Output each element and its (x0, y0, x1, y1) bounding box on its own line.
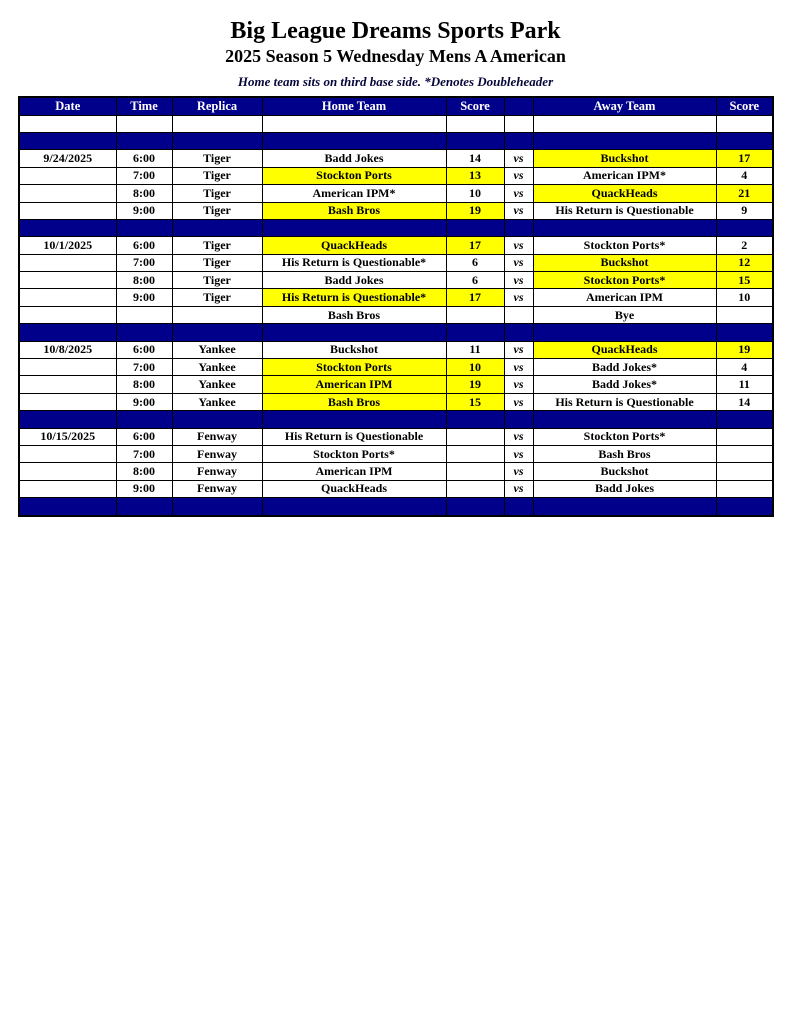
time-cell: 8:00 (116, 272, 172, 289)
date-cell (19, 185, 116, 202)
away-score-cell (716, 306, 773, 323)
separator-row (19, 411, 773, 428)
home-team-cell: Stockton Ports* (262, 446, 446, 463)
vs-cell: vs (504, 480, 533, 497)
away-team-cell: His Return is Questionable (533, 393, 716, 410)
time-cell: 7:00 (116, 254, 172, 271)
separator-row-cell (262, 219, 446, 236)
spacer-row-cell (262, 115, 446, 132)
header-row (19, 97, 773, 115)
vs-cell: vs (504, 428, 533, 445)
vs-cell: vs (504, 359, 533, 376)
separator-row-cell (116, 411, 172, 428)
date-cell (19, 446, 116, 463)
home-score-cell (446, 446, 504, 463)
separator-row-cell (504, 411, 533, 428)
separator-row-cell (716, 498, 773, 516)
away-score-cell (716, 428, 773, 445)
replica-cell: Yankee (172, 376, 262, 393)
separator-row-cell (533, 411, 716, 428)
game-row (19, 359, 773, 376)
game-row (19, 393, 773, 410)
separator-row-cell (533, 498, 716, 516)
home-team-cell: Stockton Ports (262, 359, 446, 376)
home-score-cell: 15 (446, 393, 504, 410)
separator-row-cell (716, 132, 773, 149)
page-subtitle: 2025 Season 5 Wednesday Mens A American (225, 46, 566, 67)
away-team-cell: Buckshot (533, 254, 716, 271)
home-score-cell: 10 (446, 359, 504, 376)
game-row (19, 480, 773, 497)
away-team-cell: QuackHeads (533, 341, 716, 358)
separator-row-cell (504, 219, 533, 236)
separator-row-cell (19, 132, 116, 149)
date-cell (19, 306, 116, 323)
home-team-cell: QuackHeads (262, 480, 446, 497)
spacer-row-cell (716, 115, 773, 132)
time-cell: 6:00 (116, 428, 172, 445)
away-score-cell (716, 446, 773, 463)
home-score-cell: 11 (446, 341, 504, 358)
replica-cell: Fenway (172, 446, 262, 463)
replica-cell: Tiger (172, 150, 262, 167)
game-row (19, 150, 773, 167)
time-cell: 6:00 (116, 237, 172, 254)
away-score-cell: 2 (716, 237, 773, 254)
time-cell: 9:00 (116, 202, 172, 219)
away-score-cell: 19 (716, 341, 773, 358)
away-team-cell: Bash Bros (533, 446, 716, 463)
away-team-cell: His Return is Questionable (533, 202, 716, 219)
separator-row-cell (116, 498, 172, 516)
away-team-cell: Badd Jokes* (533, 359, 716, 376)
replica-cell: Tiger (172, 202, 262, 219)
separator-row-cell (172, 498, 262, 516)
column-header-score-7: Score (716, 97, 773, 115)
home-score-cell (446, 428, 504, 445)
vs-cell: vs (504, 150, 533, 167)
schedule-table (18, 96, 774, 516)
separator-row-cell (446, 498, 504, 516)
time-cell: 6:00 (116, 341, 172, 358)
game-row (19, 463, 773, 480)
time-cell: 7:00 (116, 446, 172, 463)
separator-row-cell (716, 219, 773, 236)
separator-row-cell (19, 498, 116, 516)
away-team-cell: Bye (533, 306, 716, 323)
home-team-cell: American IPM* (262, 185, 446, 202)
game-row (19, 341, 773, 358)
spacer-row (19, 115, 773, 132)
separator-row-cell (262, 498, 446, 516)
time-cell: 8:00 (116, 185, 172, 202)
home-team-cell: Bash Bros (262, 393, 446, 410)
vs-cell: vs (504, 393, 533, 410)
game-row (19, 185, 773, 202)
home-team-cell: Bash Bros (262, 202, 446, 219)
date-cell (19, 272, 116, 289)
away-score-cell: 12 (716, 254, 773, 271)
separator-row-cell (116, 132, 172, 149)
vs-cell: vs (504, 376, 533, 393)
date-cell: 10/1/2025 (19, 237, 116, 254)
replica-cell: Tiger (172, 237, 262, 254)
away-score-cell: 11 (716, 376, 773, 393)
separator-row-cell (116, 219, 172, 236)
schedule-table-body (19, 97, 773, 515)
column-header-score-4: Score (446, 97, 504, 115)
time-cell: 8:00 (116, 463, 172, 480)
game-row (19, 306, 773, 323)
away-score-cell (716, 480, 773, 497)
spacer-row-cell (446, 115, 504, 132)
home-team-cell: His Return is Questionable* (262, 254, 446, 271)
column-header-date-0: Date (19, 97, 116, 115)
time-cell: 9:00 (116, 289, 172, 306)
home-team-cell: American IPM (262, 463, 446, 480)
away-team-cell: QuackHeads (533, 185, 716, 202)
home-score-cell: 14 (446, 150, 504, 167)
away-team-cell: Badd Jokes (533, 480, 716, 497)
replica-cell: Tiger (172, 167, 262, 184)
separator-row-cell (533, 132, 716, 149)
replica-cell: Yankee (172, 359, 262, 376)
away-team-cell: Buckshot (533, 463, 716, 480)
away-score-cell (716, 463, 773, 480)
date-cell (19, 480, 116, 497)
vs-cell: vs (504, 254, 533, 271)
game-row (19, 446, 773, 463)
away-team-cell: Stockton Ports* (533, 237, 716, 254)
separator-row-cell (262, 324, 446, 341)
game-row (19, 167, 773, 184)
separator-row-cell (504, 498, 533, 516)
home-team-cell: QuackHeads (262, 237, 446, 254)
separator-row-cell (504, 324, 533, 341)
vs-cell: vs (504, 289, 533, 306)
column-header-replica-2: Replica (172, 97, 262, 115)
home-team-cell: His Return is Questionable (262, 428, 446, 445)
spacer-row-cell (19, 115, 116, 132)
vs-cell: vs (504, 237, 533, 254)
date-cell (19, 202, 116, 219)
vs-cell (504, 306, 533, 323)
page-header (0, 0, 791, 90)
separator-row-cell (262, 132, 446, 149)
replica-cell: Yankee (172, 341, 262, 358)
replica-cell: Fenway (172, 428, 262, 445)
away-team-cell: Stockton Ports* (533, 428, 716, 445)
game-row (19, 202, 773, 219)
separator-row-cell (716, 324, 773, 341)
date-cell (19, 289, 116, 306)
home-score-cell: 19 (446, 376, 504, 393)
time-cell: 6:00 (116, 150, 172, 167)
away-score-cell: 17 (716, 150, 773, 167)
away-team-cell: Stockton Ports* (533, 272, 716, 289)
separator-row-cell (19, 411, 116, 428)
home-score-cell: 6 (446, 272, 504, 289)
replica-cell: Tiger (172, 185, 262, 202)
date-cell: 10/8/2025 (19, 341, 116, 358)
home-team-cell: Buckshot (262, 341, 446, 358)
vs-cell: vs (504, 167, 533, 184)
time-cell: 7:00 (116, 167, 172, 184)
away-score-cell: 10 (716, 289, 773, 306)
game-row (19, 289, 773, 306)
home-score-cell: 13 (446, 167, 504, 184)
separator-row-cell (716, 411, 773, 428)
separator-row-cell (446, 411, 504, 428)
separator-row-cell (446, 132, 504, 149)
home-score-cell: 19 (446, 202, 504, 219)
separator-row-cell (446, 219, 504, 236)
home-score-cell: 10 (446, 185, 504, 202)
separator-row-cell (19, 324, 116, 341)
away-team-cell: American IPM* (533, 167, 716, 184)
separator-row (19, 132, 773, 149)
date-cell: 9/24/2025 (19, 150, 116, 167)
home-score-cell (446, 463, 504, 480)
time-cell: 9:00 (116, 480, 172, 497)
game-row (19, 376, 773, 393)
home-team-cell: Stockton Ports (262, 167, 446, 184)
spacer-row-cell (172, 115, 262, 132)
away-team-cell: Buckshot (533, 150, 716, 167)
away-team-cell: Badd Jokes* (533, 376, 716, 393)
game-row (19, 272, 773, 289)
separator-row-cell (19, 219, 116, 236)
column-header-away-team-6: Away Team (533, 97, 716, 115)
home-score-cell: 17 (446, 237, 504, 254)
away-score-cell: 21 (716, 185, 773, 202)
separator-row-cell (172, 132, 262, 149)
date-cell (19, 393, 116, 410)
separator-row-cell (116, 324, 172, 341)
home-team-cell: Badd Jokes (262, 272, 446, 289)
column-header-vs (504, 97, 533, 115)
separator-row (19, 219, 773, 236)
away-score-cell: 4 (716, 359, 773, 376)
separator-row-cell (446, 324, 504, 341)
game-row (19, 237, 773, 254)
separator-row (19, 324, 773, 341)
vs-cell: vs (504, 341, 533, 358)
replica-cell: Tiger (172, 254, 262, 271)
vs-cell: vs (504, 272, 533, 289)
away-score-cell: 14 (716, 393, 773, 410)
home-team-cell: Badd Jokes (262, 150, 446, 167)
time-cell: 9:00 (116, 393, 172, 410)
separator-row (19, 498, 773, 516)
column-header-time-1: Time (116, 97, 172, 115)
date-cell (19, 254, 116, 271)
home-score-cell: 6 (446, 254, 504, 271)
home-team-cell: Bash Bros (262, 306, 446, 323)
date-cell: 10/15/2025 (19, 428, 116, 445)
replica-cell: Fenway (172, 463, 262, 480)
vs-cell: vs (504, 202, 533, 219)
away-score-cell: 15 (716, 272, 773, 289)
date-cell (19, 167, 116, 184)
time-cell: 8:00 (116, 376, 172, 393)
separator-row-cell (262, 411, 446, 428)
replica-cell (172, 306, 262, 323)
replica-cell: Yankee (172, 393, 262, 410)
vs-cell: vs (504, 446, 533, 463)
home-team-cell: American IPM (262, 376, 446, 393)
legend-note: Home team sits on third base side. *Denotes Doubleheader (237, 74, 554, 90)
page-title: Big League Dreams Sports Park (230, 18, 561, 44)
date-cell (19, 359, 116, 376)
separator-row-cell (533, 324, 716, 341)
home-team-cell: His Return is Questionable* (262, 289, 446, 306)
date-cell (19, 376, 116, 393)
time-cell (116, 306, 172, 323)
replica-cell: Fenway (172, 480, 262, 497)
replica-cell: Tiger (172, 272, 262, 289)
game-row (19, 254, 773, 271)
spacer-row-cell (504, 115, 533, 132)
time-cell: 7:00 (116, 359, 172, 376)
separator-row-cell (504, 132, 533, 149)
spacer-row-cell (533, 115, 716, 132)
vs-cell: vs (504, 185, 533, 202)
away-team-cell: American IPM (533, 289, 716, 306)
replica-cell: Tiger (172, 289, 262, 306)
away-score-cell: 9 (716, 202, 773, 219)
separator-row-cell (172, 411, 262, 428)
column-header-home-team-3: Home Team (262, 97, 446, 115)
vs-cell: vs (504, 463, 533, 480)
separator-row-cell (172, 324, 262, 341)
home-score-cell (446, 480, 504, 497)
home-score-cell (446, 306, 504, 323)
separator-row-cell (533, 219, 716, 236)
away-score-cell: 4 (716, 167, 773, 184)
spacer-row-cell (116, 115, 172, 132)
date-cell (19, 463, 116, 480)
separator-row-cell (172, 219, 262, 236)
home-score-cell: 17 (446, 289, 504, 306)
game-row (19, 428, 773, 445)
